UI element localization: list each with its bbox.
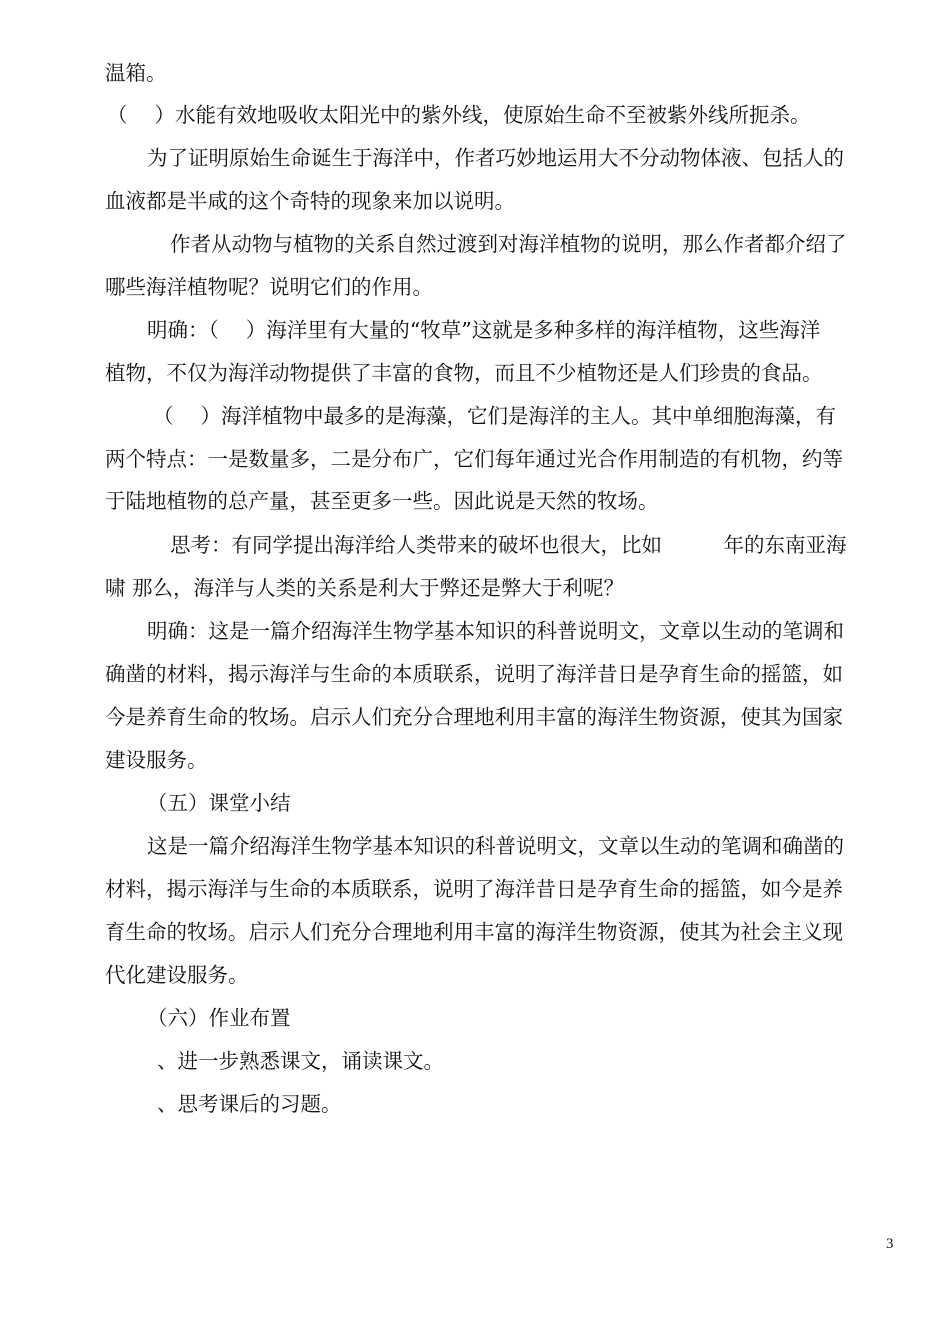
section-heading: （六）作业布置: [147, 1006, 291, 1030]
text-line: （ ）海洋植物中最多的是海藻，它们是海洋的主人。其中单细胞海藻，有: [153, 404, 837, 428]
text-line: 植物，不仅为海洋动物提供了丰富的食物，而且不少植物还是人们珍贵的食品。: [105, 361, 823, 385]
text-line: 育生命的牧场。启示人们充分合理地利用丰富的海洋生物资源，使其为社会主义现: [105, 920, 843, 944]
text-line: 今是养育生命的牧场。启示人们充分合理地利用丰富的海洋生物资源，使其为国家: [105, 705, 843, 729]
text-line: 两个特点：一是数量多，二是分布广，它们每年通过光合作用制造的有机物，约等: [105, 447, 843, 471]
text-line: 作者从动物与植物的关系自然过渡到对海洋植物的说明，那么作者都介绍了: [170, 232, 847, 256]
text-line: 血液都是半咸的这个奇特的现象来加以说明。: [105, 189, 515, 213]
text-line: 思考：有同学提出海洋给人类带来的破坏也很大，比如 年的东南亚海: [170, 533, 847, 557]
text-line: 啸 那么，海洋与人类的关系是利大于弊还是弊大于利呢？: [105, 576, 625, 600]
text-line: 为了证明原始生命诞生于海洋中，作者巧妙地运用大不分动物体液、包括人的: [147, 146, 844, 170]
text-line: （ ）水能有效地吸收太阳光中的紫外线，使原始生命不至被紫外线所扼杀。: [107, 103, 811, 127]
text-line: 代化建设服务。: [105, 963, 249, 987]
text-line: 这是一篇介绍海洋生物学基本知识的科普说明文，文章以生动的笔调和确凿的: [147, 834, 844, 858]
text-line: 哪些海洋植物呢？说明它们的作用。: [105, 275, 433, 299]
text-line: 确凿的材料，揭示海洋与生命的本质联系，说明了海洋昔日是孕育生命的摇篮，如: [105, 662, 843, 686]
text-line: 温箱。: [105, 61, 167, 85]
text-line: 建设服务。: [105, 748, 208, 772]
text-line: 材料，揭示海洋与生命的本质联系，说明了海洋昔日是孕育生命的摇篮，如今是养: [105, 877, 843, 901]
list-item: 、进一步熟悉课文，诵读课文。: [157, 1049, 444, 1073]
section-heading: （五）课堂小结: [147, 791, 291, 815]
page-number: 3: [886, 1236, 894, 1252]
text-line: 明确：（ ）海洋里有大量的“牧草”这就是多种多样的海洋植物，这些海洋: [147, 318, 821, 342]
list-item: 、思考课后的习题。: [157, 1092, 342, 1116]
text-line: 明确：这是一篇介绍海洋生物学基本知识的科普说明文，文章以生动的笔调和: [147, 619, 844, 643]
text-line: 于陆地植物的总产量，甚至更多一些。因此说是天然的牧场。: [105, 489, 659, 513]
